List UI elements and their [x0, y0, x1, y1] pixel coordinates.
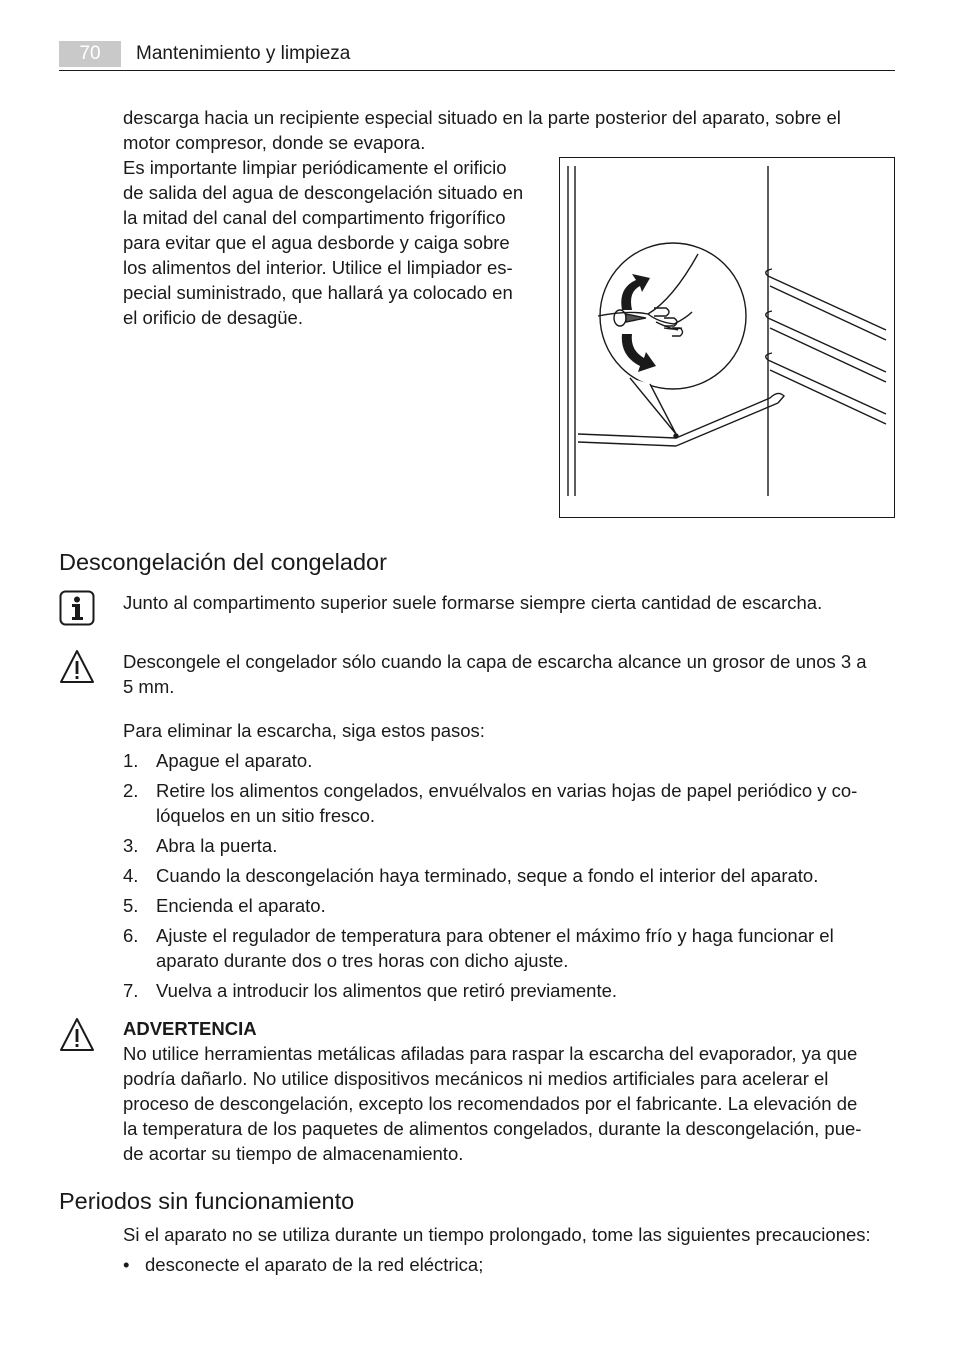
step-number: 2. [123, 780, 139, 801]
step-text: Retire los alimentos congelados, envuélvalos en varias hojas de papel periódico y co- lóquelos en un sitio fresco. [156, 780, 858, 826]
bullet-item: desconecte el aparato de la red eléctrica; [145, 1254, 484, 1275]
info-note: Junto al compartimento superior suele formarse siempre cierta cantidad de escarcha. [123, 592, 823, 613]
step-number: 1. [123, 750, 139, 771]
step-text: Encienda el aparato. [156, 895, 326, 916]
fridge-drain-drawing [560, 158, 894, 517]
page-number: 70 [59, 41, 121, 67]
intro-line-2: motor compresor, donde se evapora. [123, 132, 426, 153]
warning-note: Descongele el congelador sólo cuando la capa de escarcha alcance un grosor de unos 3 a 5 mm. [123, 651, 867, 697]
idle-intro: Si el aparato no se utiliza durante un tiempo prolongado, tome las siguientes precauciones: [123, 1224, 871, 1245]
step-text: Abra la puerta. [156, 835, 278, 856]
idle-heading: Periodos sin funcionamiento [59, 1188, 355, 1214]
cleaning-paragraph: Es importante limpiar periódicamente el orificio de salida del agua de descongelación situado en la mitad del canal del compartimento frigorífico para evitar que el agua desborde y caiga sobre los alimentos del interior. Utilice el limpiador es- pecial suministrado, que hallará ya colocado en el orificio de desagüe. [123, 157, 524, 328]
advertencia-title: ADVERTENCIA [123, 1018, 257, 1039]
header-rule [59, 70, 895, 71]
warning-icon [59, 1017, 95, 1053]
step-number: 7. [123, 980, 139, 1001]
steps-intro: Para eliminar la escarcha, siga estos pasos: [123, 720, 485, 741]
step-number: 4. [123, 865, 139, 886]
running-header: Mantenimiento y limpieza [136, 43, 351, 64]
step-text: Apague el aparato. [156, 750, 313, 771]
step-text: Cuando la descongelación haya terminado, seque a fondo el interior del aparato. [156, 865, 819, 886]
intro-line-1: descarga hacia un recipiente especial situado en la parte posterior del aparato, sobre el [123, 107, 841, 128]
warning-icon [59, 649, 95, 685]
step-number: 5. [123, 895, 139, 916]
step-text: Ajuste el regulador de temperatura para obtener el máximo frío y haga funcionar el aparato durante dos o tres horas con dicho ajuste. [156, 925, 834, 971]
advertencia-block: ADVERTENCIA No utilice herramientas metálicas afiladas para raspar la escarcha del evaporador, ya que podría dañarlo. No utilice dispositivos mecánicos ni medios artificiales para acelerar el proceso de descongelación, excepto los recomendados por el fabricante. La elevación de la temperatura de los paquetes de alimentos congelados, durante la descongelación, pue- de acortar su tiempo de almacenamiento. [123, 1018, 862, 1164]
info-icon [59, 590, 95, 626]
step-text: Vuelva a introducir los alimentos que retiró previamente. [156, 980, 618, 1001]
step-number: 6. [123, 925, 139, 946]
bullet-marker: • [123, 1254, 130, 1275]
defrost-heading: Descongelación del congelador [59, 549, 387, 575]
step-number: 3. [123, 835, 139, 856]
drain-cleaning-illustration [559, 157, 895, 518]
